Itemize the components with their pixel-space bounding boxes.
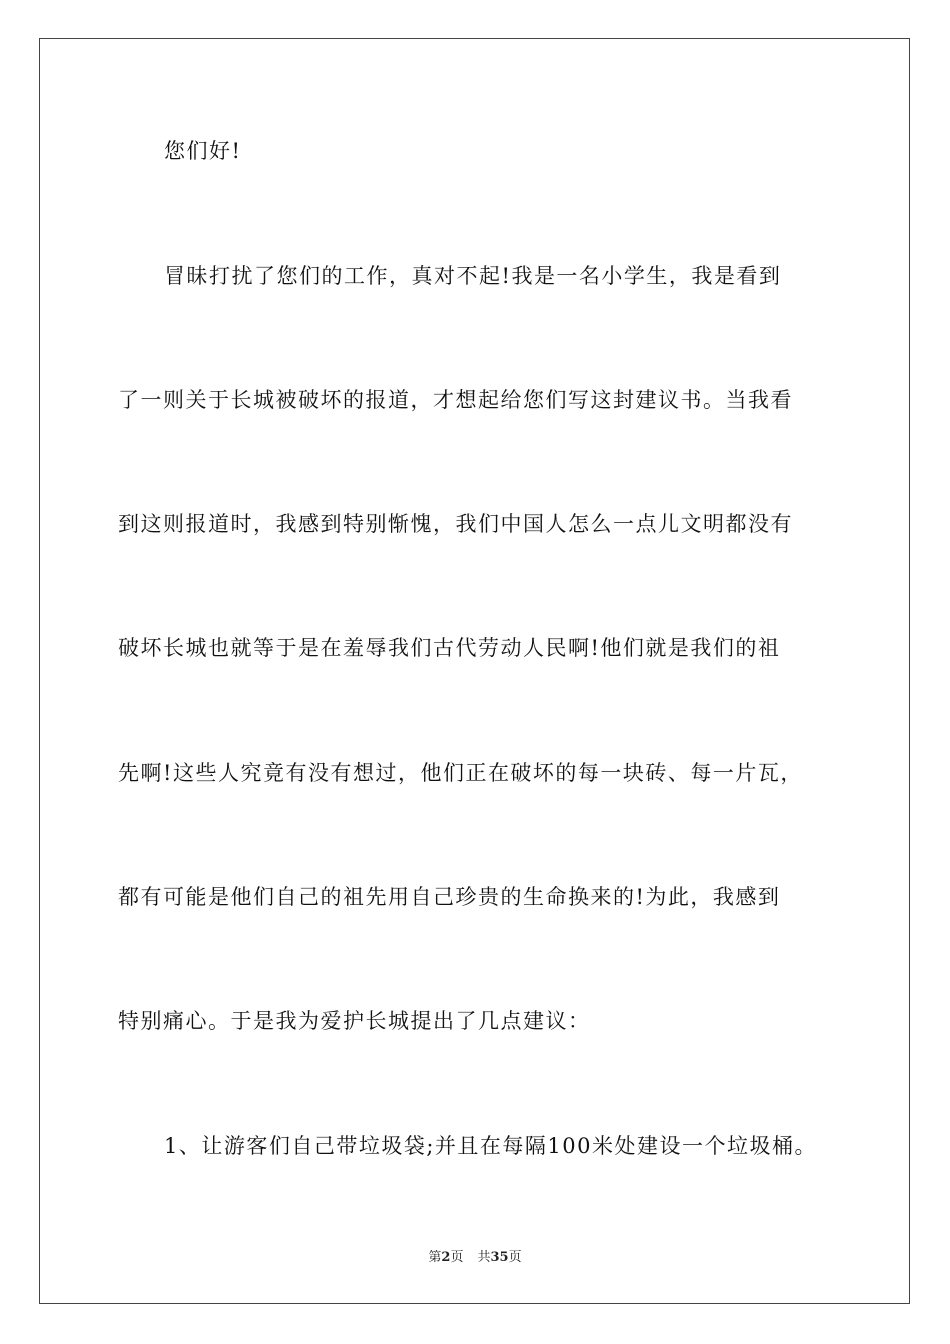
body-line-7: 特别痛心。于是我为爱护长城提出了几点建议： bbox=[118, 1009, 591, 1033]
page-suffix: 页 bbox=[450, 1250, 464, 1265]
total-prefix: 共 bbox=[477, 1250, 491, 1265]
page-number: 2 bbox=[441, 1250, 451, 1265]
total-suffix: 页 bbox=[508, 1250, 522, 1265]
body-line-5: 先啊!这些人究竟有没有想过，他们正在破坏的每一块砖、每一片瓦， bbox=[118, 761, 803, 785]
greeting-line: 您们好! bbox=[164, 139, 242, 163]
body-line-3: 到这则报道时，我感到特别惭愧，我们中国人怎么一点儿文明都没有 bbox=[118, 512, 793, 536]
body-line-2: 了一则关于长城被破坏的报道，才想起给您们写这封建议书。当我看 bbox=[118, 388, 793, 412]
suggestion-1-line: 1、让游客们自己带垃圾袋;并且在每隔100米处建设一个垃圾桶。 bbox=[164, 1134, 818, 1158]
page-border bbox=[39, 38, 910, 1304]
page-footer bbox=[0, 1246, 950, 1265]
body-line-1: 冒昧打扰了您们的工作，真对不起!我是一名小学生，我是看到 bbox=[164, 264, 782, 288]
page-prefix: 第 bbox=[428, 1250, 442, 1265]
body-line-4: 破坏长城也就等于是在羞辱我们古代劳动人民啊!他们就是我们的祖 bbox=[118, 636, 781, 660]
total-pages: 35 bbox=[490, 1250, 509, 1265]
body-line-6: 都有可能是他们自己的祖先用自己珍贵的生命换来的!为此，我感到 bbox=[118, 885, 781, 909]
